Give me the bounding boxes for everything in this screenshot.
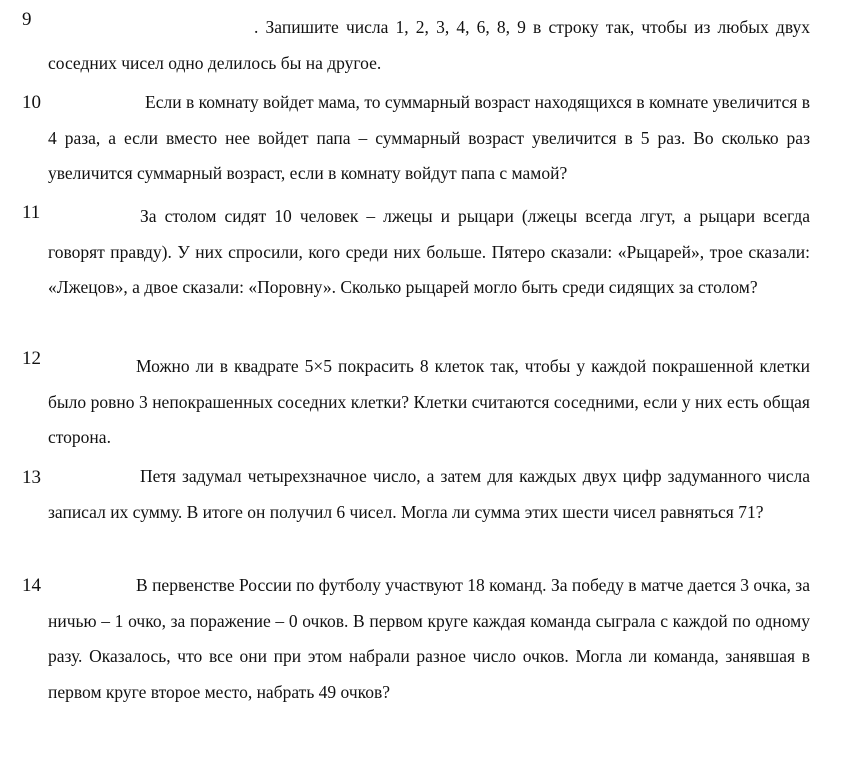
- problem-text: Можно ли в квадрате 5×5 покрасить 8 клеток так, чтобы у каждой покрашенной клетки было ровно 3 непокрашенных соседних клетки? Клетки считаются соседними, если у них есть общая сторона.: [48, 356, 810, 447]
- problem-number: 10: [22, 92, 41, 113]
- problem-text: Петя задумал четырехзначное число, а затем для каждых двух цифр задуманного числа записал их сумму. В итоге он получил 6 чисел. Могла ли сумма этих шести чисел равняться 71?: [48, 466, 810, 522]
- problem-text: В первенстве России по футболу участвуют 18 команд. За победу в матче дается 3 очка, за ничью – 1 очко, за поражение – 0 очков. В первом круге каждая команда сыграла с каждой по одному разу. Оказалось, что все они при этом набрали разное число очков. Могла ли команда, занявшая в первом круге второе место, набрать 49 очков?: [48, 575, 810, 702]
- problem-text: Если в комнату войдет мама, то суммарный возраст находящихся в комнате увеличится в 4 раза, а если вместо нее войдет папа – суммарный возраст увеличится в 5 раз. Во сколько раз увеличится суммарный возраст, если в комнату войдут папа с мамой?: [48, 92, 810, 183]
- problem-number: 11: [22, 202, 41, 223]
- problem-number: 12: [22, 348, 41, 369]
- problem-number: 14: [22, 575, 41, 596]
- problem-number: 13: [22, 467, 41, 488]
- problem-number: 9: [22, 9, 32, 30]
- problem-text: За столом сидят 10 человек – лжецы и рыцари (лжецы всегда лгут, а рыцари всегда говорят правду). У них спросили, кого среди них больше. Пятеро сказали: «Рыцарей», трое сказали: «Лжецов», а двое сказали: «Поровну». Сколько рыцарей могло быть среди сидящих за столом?: [48, 206, 810, 297]
- problem-text: . Запишите числа 1, 2, 3, 4, 6, 8, 9 в строку так, чтобы из любых двух соседних чисел одно делилось бы на другое.: [48, 17, 810, 73]
